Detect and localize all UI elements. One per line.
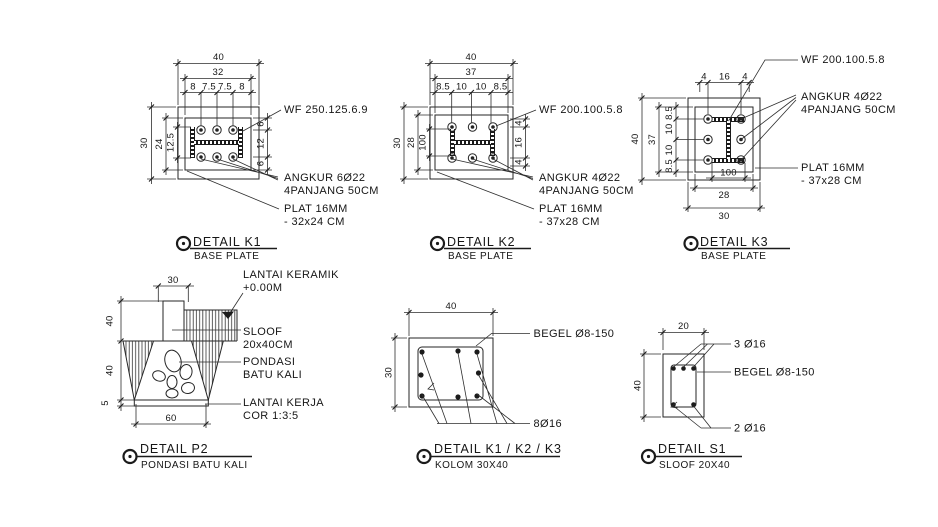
p2-kerja-label-1: LANTAI KERJA [243, 397, 325, 409]
k3-dim-37: 37 [647, 134, 658, 145]
p2-dim-60: 60 [165, 413, 177, 424]
k3-dim-100: 100 [720, 167, 737, 179]
k1-rseg-1: 12 [255, 138, 267, 149]
detail-kolom [384, 301, 615, 471]
s1-dim-40: 40 [632, 380, 644, 391]
p2-linework [123, 301, 237, 406]
k2-title: DETAIL K2 [447, 235, 516, 249]
k1-titleblock [177, 235, 277, 262]
k1-plat-label-1: PLAT 16MM [284, 203, 348, 215]
k3-angkur-label-1: ANGKUR 4Ø22 [801, 91, 883, 103]
k1-seg-3: 8 [239, 81, 245, 93]
kolom-dim-40: 40 [445, 301, 457, 312]
k3-plat-label-1: PLAT 16MM [801, 162, 865, 174]
s1-stirrup [671, 365, 696, 407]
p2-pondasi-label-1: PONDASI [243, 356, 296, 368]
k1-subtitle: BASE PLATE [194, 251, 260, 262]
k2-dim-37: 37 [465, 67, 477, 78]
p2-dim-40-upper: 40 [104, 315, 116, 327]
k1-dim-40: 40 [213, 52, 224, 63]
k1-callouts [187, 104, 379, 228]
s1-bottombars-label: 2 Ø16 [734, 422, 766, 435]
k1-seg-2: 7.5 [218, 81, 232, 93]
k3-title: DETAIL K3 [700, 235, 769, 249]
k2-dim-100: 100 [417, 134, 429, 151]
k3-dim-40: 40 [630, 133, 641, 145]
p2-dim-30: 30 [167, 275, 179, 286]
p2-lantai-kerja-strip [134, 400, 208, 406]
k2-seg-1: 10 [456, 81, 467, 93]
k1-title: DETAIL K1 [193, 235, 262, 249]
k1-dim-30: 30 [139, 137, 150, 149]
s1-titleblock [642, 442, 742, 471]
k2-rseg-0: 4 [513, 120, 525, 126]
p2-keramik-label-2: +0.00M [243, 282, 283, 294]
p2-keramik-label-1: LANTAI KERAMIK [243, 269, 339, 281]
k1-angkur-label-2: 4PANJANG 50CM [284, 185, 379, 197]
k1-dim-32: 32 [212, 67, 224, 78]
p2-subtitle: PONDASI BATU KALI [141, 460, 248, 471]
detail-k3 [630, 54, 896, 262]
k2-dimensions [392, 52, 530, 184]
k2-plat-label-1: PLAT 16MM [539, 203, 603, 215]
kolom-rebar-dots [418, 348, 481, 399]
s1-outer-rect [663, 354, 704, 417]
detail-k1 [139, 52, 379, 262]
detail-s1 [633, 321, 815, 471]
k2-angkur-label-2: 4PANJANG 50CM [539, 185, 634, 197]
k3-segtop-1: 16 [719, 71, 730, 83]
k1-seg-0: 8 [190, 81, 196, 93]
k3-dim-30: 30 [718, 211, 730, 222]
k2-dim-28: 28 [406, 137, 417, 148]
kolom-callouts [422, 328, 614, 430]
p2-titleblock [124, 442, 253, 471]
p2-dim-5: 5 [100, 400, 111, 406]
kolom-titleblock [418, 442, 562, 471]
k3-segtop-0: 4 [701, 71, 707, 83]
s1-dim-20: 20 [678, 321, 689, 332]
s1-begel-label: BEGEL Ø8-150 [734, 366, 815, 379]
k2-angkur-label-1: ANGKUR 4Ø22 [539, 172, 621, 184]
detail-p2 [100, 269, 339, 471]
k2-dim-30: 30 [392, 137, 403, 149]
k2-rseg-2: 4 [513, 159, 525, 165]
k3-segtop-2: 4 [742, 71, 748, 83]
p2-kerja-label-2: COR 1:3:5 [243, 410, 299, 422]
kolom-dim-30: 30 [383, 367, 395, 378]
k3-subtitle: BASE PLATE [701, 251, 767, 262]
k1-dim-12-5: 12.5 [165, 132, 177, 153]
k1-rseg-0: 6 [255, 121, 267, 127]
k2-rseg-1: 16 [513, 137, 525, 148]
s1-subtitle: SLOOF 20X40 [659, 460, 731, 471]
k3-segleft-0: 8.5 [664, 106, 675, 120]
k2-titleblock [431, 235, 531, 262]
p2-dim-40-lower: 40 [104, 365, 116, 376]
k3-wf-label: WF 200.100.5.8 [801, 54, 885, 66]
k1-plat-label-2: - 32x24 CM [284, 216, 345, 228]
k2-wf-beam [453, 129, 493, 156]
k3-angkur-label-2: 4PANJANG 50CM [801, 104, 896, 116]
k2-wf-label: WF 200.100.5.8 [539, 104, 623, 116]
kolom-subtitle: KOLOM 30X40 [435, 460, 509, 471]
k3-segleft-2: 10 [664, 144, 675, 156]
k1-dim-24: 24 [154, 138, 165, 150]
k3-segleft-3: 8.5 [664, 159, 675, 173]
k1-angkur-label-1: ANGKUR 6Ø22 [284, 172, 366, 184]
k2-seg-0: 8.5 [436, 81, 450, 93]
s1-topbars-label: 3 Ø16 [734, 338, 766, 351]
s1-linework [663, 354, 704, 417]
k3-anchor-bolts [704, 115, 745, 164]
k3-titleblock [685, 235, 791, 262]
p2-title: DETAIL P2 [140, 442, 209, 456]
k3-callouts [729, 54, 896, 187]
s1-rebar-dots [671, 366, 696, 407]
p2-sloof-block [163, 301, 184, 341]
detail-k2 [392, 52, 634, 262]
kolom-bars-label: 8Ø16 [533, 418, 563, 430]
kolom-title: DETAIL K1 / K2 / K3 [434, 442, 562, 456]
kolom-stirrup [418, 347, 483, 400]
p2-sloof-label-2: 20x40CM [243, 339, 293, 351]
p2-sloof-label-1: SLOOF [243, 326, 283, 338]
k2-seg-2: 10 [475, 81, 487, 93]
k3-plat-label-2: - 37x28 CM [801, 175, 862, 187]
k3-segleft-1: 10 [664, 123, 675, 135]
k2-dim-40: 40 [465, 52, 477, 63]
s1-callouts [674, 339, 815, 435]
k2-seg-3: 8.5 [493, 81, 508, 93]
k1-seg-1: 7.5 [202, 81, 216, 93]
k2-plat-label-2: - 37x28 CM [539, 216, 600, 228]
p2-pondasi-label-2: BATU KALI [243, 369, 303, 381]
k2-subtitle: BASE PLATE [448, 251, 514, 262]
k1-rseg-2: 6 [255, 160, 267, 167]
kolom-begel-label: BEGEL Ø8-150 [533, 328, 615, 340]
k2-callouts [437, 104, 634, 228]
kolom-dimensions [384, 301, 499, 412]
k3-dim-28: 28 [718, 190, 730, 201]
s1-title: DETAIL S1 [658, 442, 727, 456]
k1-wf-label: WF 250.125.6.9 [284, 104, 368, 116]
